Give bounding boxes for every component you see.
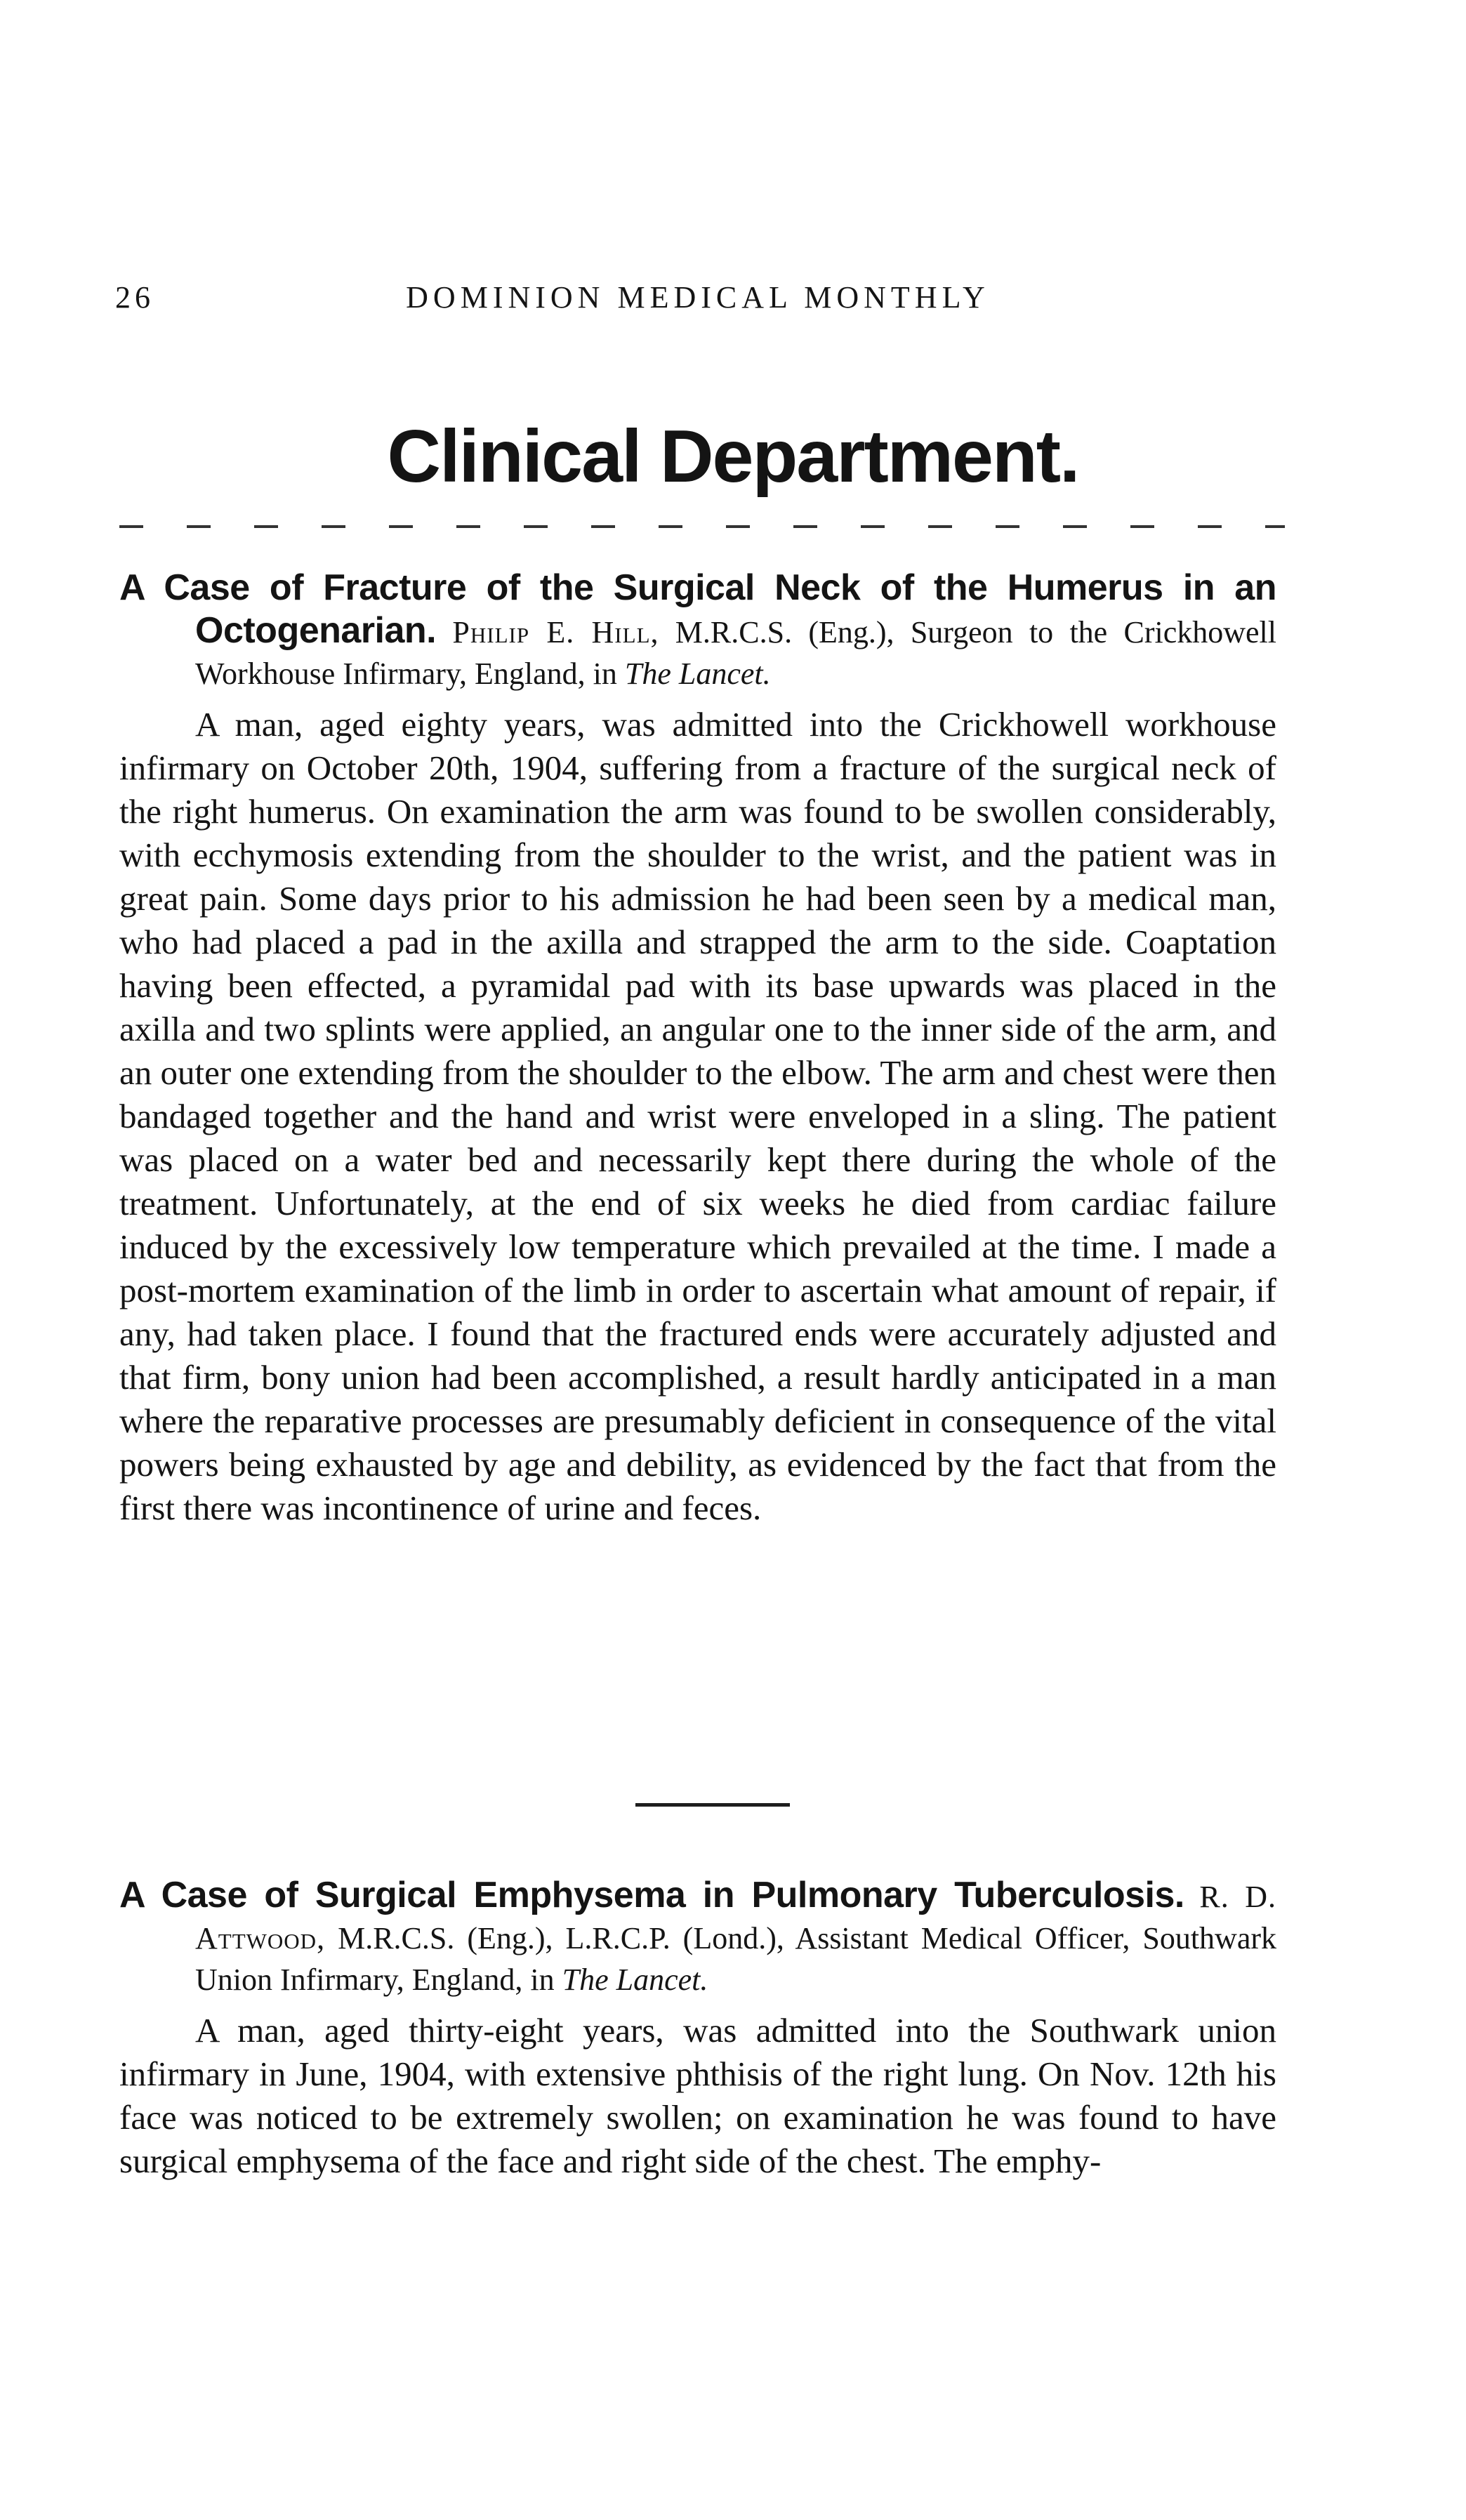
article-header xyxy=(119,1875,1276,2000)
dashed-rule xyxy=(119,525,1285,528)
section-separator xyxy=(635,1803,790,1807)
article-credentials: M.R.C.S. (Eng.), Surgeon to the Crickhowell Workhouse Infirmary, England, in xyxy=(195,615,1277,691)
article-header xyxy=(119,567,1276,694)
article-title: A Case of Surgical Emphysema in Pulmonary Tuberculosis. xyxy=(119,1875,1184,1915)
article-body: A man, aged eighty years, was admitted into the Crickhowell workhouse infirmary on October 20th, 1904, suffering from a fracture of the surgical neck of the right humerus. On examination the arm was found to be swollen considerably, with ecchymosis extending from the shoulder to the wrist, and the patient was in great pain. Some days prior to his admission he had been seen by a medical man, who had placed a pad in the axilla and strapped the arm to the side. Coaptation having been effected, a pyramidal pad with its base upwards was placed in the axilla and two splints were applied, an angular one to the inner side of the arm, and an outer one extending from the shoulder to the elbow. The arm and chest were then bandaged together and the hand and wrist were enveloped in a sling. The patient was placed on a water bed and necessarily kept there during the whole of the treatment. Unfortunately, at the end of six weeks he died from cardiac failure induced by the excessively low temperature which prevailed at the time. I made a post-mortem examination of the limb in order to ascertain what amount of repair, if any, had taken place. I found that the fractured ends were accurately adjusted and that firm, bony union had been accomplished, a result hardly anticipated in a man where the reparative processes are presumably deficient in consequence of the vital powers being exhausted by age and debility, as evidenced by the fact that from the first there was incontinence of urine and feces. xyxy=(119,705,1276,1527)
department-heading: Clinical Department. xyxy=(387,415,1079,498)
journal-title: DOMINION MEDICAL MONTHLY xyxy=(406,280,990,315)
article-title: A Case of Fracture of the Surgical Neck of the Humerus in an Octogenarian. xyxy=(119,567,1276,651)
article-fracture-humerus xyxy=(119,567,1276,1530)
article-source: The Lancet. xyxy=(562,1962,708,1997)
article-credentials: M.R.C.S. (Eng.), L.R.C.P. (Lond.), Assistant Medical Officer, Southwark Union Infirmary, England, in xyxy=(195,1921,1277,1997)
article-body: A man, aged thirty-eight years, was admitted into the Southwark union infirmary in June, 1904, with extensive phthisis of the right lung. On Nov. 12th his face was noticed to be extremely swollen; on examination he was found to have surgical emphysema of the face and right side of the chest. The emphy- xyxy=(119,2011,1276,2180)
article-source: The Lancet. xyxy=(624,657,771,691)
article-author: Philip E. Hill, xyxy=(452,615,659,649)
article-author: R. D. Attwood, xyxy=(195,1880,1277,1955)
article-surgical-emphysema xyxy=(119,1875,1276,2183)
running-head xyxy=(115,279,1281,322)
page-number: 26 xyxy=(115,280,154,315)
